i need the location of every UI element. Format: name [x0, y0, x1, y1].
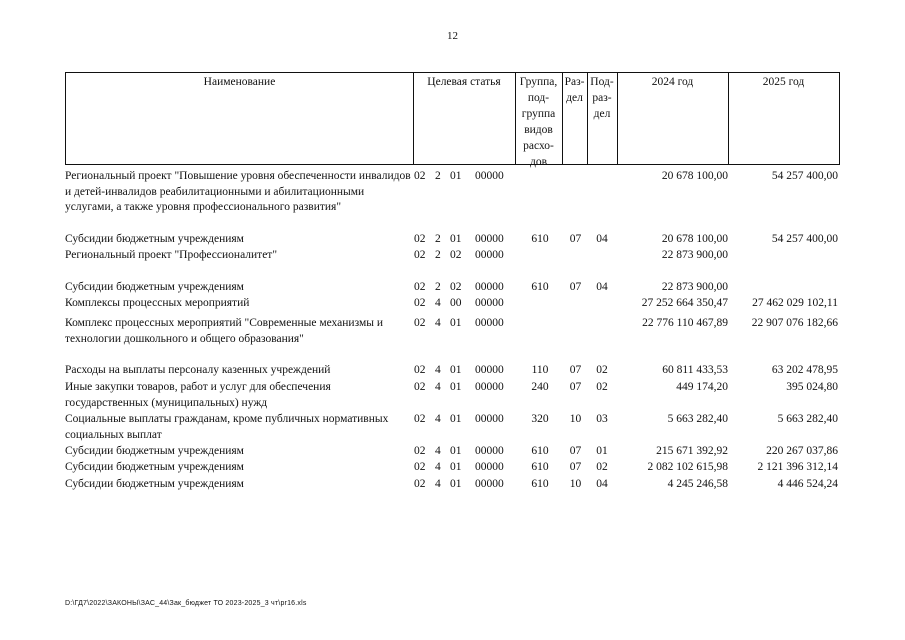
expense-group: 240 — [531, 381, 549, 393]
target-article-subprogram: 2 — [435, 249, 441, 261]
expense-group: 320 — [531, 413, 549, 425]
target-article-direction: 00000 — [475, 478, 504, 490]
row-name: Социальные выплаты гражданам, кроме публичных нормативных социальных выплат — [65, 413, 389, 441]
header-group-line: видов — [524, 124, 553, 136]
amount-2024: 20 678 100,00 — [661, 170, 728, 182]
amount-2025: 22 907 076 182,66 — [751, 317, 838, 329]
subsection-code: 02 — [596, 461, 608, 473]
amount-2024: 60 811 433,53 — [662, 364, 728, 376]
target-article-subprogram: 4 — [435, 445, 441, 457]
row-name: Комплексы процессных мероприятий — [65, 297, 250, 309]
header-year-2024: 2024 год — [651, 76, 694, 88]
subsection-code: 01 — [596, 445, 608, 457]
file-path: D:\ГД7\2022\ЗАКОНЫ\ЗАС_44\Зак_бюджет ТО 2023-2025_3 чт\pr16.xls — [65, 600, 307, 607]
header-group-line: расхо- — [523, 140, 554, 152]
target-article-program: 02 — [414, 297, 426, 309]
header-section-line: Раз- — [564, 76, 585, 88]
target-article-element: 01 — [450, 317, 462, 329]
target-article-program: 02 — [414, 478, 426, 490]
target-article-subprogram: 2 — [435, 233, 441, 245]
amount-2025: 4 446 524,24 — [777, 478, 838, 490]
target-article-program: 02 — [414, 461, 426, 473]
amount-2025: 54 257 400,00 — [771, 233, 838, 245]
page-number: 12 — [447, 30, 458, 42]
amount-2025: 27 462 029 102,11 — [752, 297, 838, 309]
expense-group: 610 — [531, 281, 549, 293]
target-article-direction: 00000 — [475, 461, 504, 473]
target-article-program: 02 — [414, 364, 426, 376]
target-article-program: 02 — [414, 170, 426, 182]
target-article-element: 00 — [450, 297, 462, 309]
header-year-2025: 2025 год — [762, 76, 805, 88]
target-article-program: 02 — [414, 445, 426, 457]
target-article-subprogram: 4 — [435, 317, 441, 329]
target-article-subprogram: 4 — [435, 461, 441, 473]
target-article-program: 02 — [414, 249, 426, 261]
target-article-direction: 00000 — [475, 413, 504, 425]
header-subsection-line: раз- — [592, 92, 612, 104]
amount-2025: 5 663 282,40 — [777, 413, 838, 425]
header-subsection-line: дел — [593, 108, 611, 120]
amount-2024: 215 671 392,92 — [656, 445, 728, 457]
row-name: Субсидии бюджетным учреждениям — [65, 478, 244, 490]
target-article-element: 01 — [450, 170, 462, 182]
amount-2024: 20 678 100,00 — [661, 233, 728, 245]
target-article-element: 01 — [450, 364, 462, 376]
amount-2025: 54 257 400,00 — [771, 170, 838, 182]
row-name: Субсидии бюджетным учреждениям — [65, 281, 244, 293]
header-target-article: Целевая статья — [427, 76, 501, 88]
header-subsection-line: Под- — [590, 76, 614, 88]
subsection-code: 02 — [596, 364, 608, 376]
amount-2024: 2 082 102 615,98 — [647, 461, 728, 473]
expense-group: 610 — [531, 233, 549, 245]
target-article-element: 01 — [450, 413, 462, 425]
row-name: Комплекс процессных мероприятий "Современные механизмы и технологии дошкольного и общего образования" — [65, 317, 383, 345]
amount-2024: 4 245 246,58 — [667, 478, 728, 490]
subsection-code: 04 — [596, 478, 608, 490]
target-article-direction: 00000 — [475, 281, 504, 293]
target-article-direction: 00000 — [475, 297, 504, 309]
target-article-subprogram: 4 — [435, 297, 441, 309]
subsection-code: 04 — [596, 281, 608, 293]
header-section — [562, 74, 587, 106]
target-article-subprogram: 4 — [435, 364, 441, 376]
section-code: 07 — [569, 364, 582, 376]
target-article-direction: 00000 — [475, 249, 504, 261]
target-article-program: 02 — [414, 317, 426, 329]
expense-group: 110 — [531, 364, 549, 376]
amount-2024: 27 252 664 350,47 — [641, 297, 728, 309]
row-name: Субсидии бюджетным учреждениям — [65, 445, 244, 457]
target-article-element: 01 — [450, 233, 462, 245]
target-article-program: 02 — [414, 381, 426, 393]
target-article-direction: 00000 — [475, 170, 504, 182]
section-code: 07 — [569, 445, 582, 457]
header-group-line: под- — [527, 92, 550, 104]
section-code: 10 — [569, 413, 582, 425]
section-code: 07 — [569, 461, 582, 473]
row-name: Субсидии бюджетным учреждениям — [65, 233, 244, 245]
header-subsection — [587, 74, 617, 122]
subsection-code: 03 — [596, 413, 608, 425]
expense-group: 610 — [531, 461, 549, 473]
amount-2024: 449 174,20 — [676, 381, 728, 393]
header-name: Наименование — [203, 76, 276, 88]
target-article-program: 02 — [414, 233, 426, 245]
target-article-direction: 00000 — [475, 381, 504, 393]
expense-group: 610 — [531, 478, 549, 490]
target-article-direction: 00000 — [475, 233, 504, 245]
header-group-line: дов — [529, 156, 548, 168]
target-article-direction: 00000 — [475, 317, 504, 329]
row-name: Региональный проект "Повышение уровня обеспеченности инвалидов и детей-инвалидов реабилитационными и абилитационными услугами, а также уровня профессионального развития" — [65, 170, 411, 213]
target-article-element: 01 — [450, 478, 462, 490]
target-article-program: 02 — [414, 413, 426, 425]
target-article-subprogram: 2 — [435, 281, 441, 293]
amount-2024: 22 776 110 467,89 — [642, 317, 728, 329]
row-name: Расходы на выплаты персоналу казенных учреждений — [65, 364, 331, 376]
expense-group: 610 — [531, 445, 549, 457]
section-code: 10 — [569, 478, 582, 490]
target-article-element: 01 — [450, 445, 462, 457]
amount-2025: 395 024,80 — [786, 381, 838, 393]
target-article-direction: 00000 — [475, 445, 504, 457]
header-group — [515, 74, 562, 170]
target-article-subprogram: 2 — [435, 170, 441, 182]
section-code: 07 — [569, 233, 582, 245]
amount-2024: 22 873 900,00 — [661, 281, 728, 293]
target-article-direction: 00000 — [475, 364, 504, 376]
target-article-subprogram: 4 — [435, 413, 441, 425]
subsection-code: 04 — [596, 233, 608, 245]
target-article-element: 02 — [450, 281, 462, 293]
target-article-program: 02 — [414, 281, 426, 293]
target-article-element: 01 — [450, 461, 462, 473]
header-group-line: Группа, — [519, 76, 558, 88]
amount-2025: 220 267 037,86 — [766, 445, 838, 457]
section-code: 07 — [569, 381, 582, 393]
header-group-line: группа — [521, 108, 556, 120]
amount-2025: 63 202 478,95 — [771, 364, 838, 376]
target-article-subprogram: 4 — [435, 478, 441, 490]
header-section-line: дел — [566, 92, 583, 104]
amount-2025: 2 121 396 312,14 — [757, 461, 838, 473]
target-article-element: 02 — [450, 249, 462, 261]
subsection-code: 02 — [596, 381, 608, 393]
row-name: Субсидии бюджетным учреждениям — [65, 461, 244, 473]
table-header — [65, 72, 840, 168]
target-article-subprogram: 4 — [435, 381, 441, 393]
row-name: Региональный проект "Профессионалитет" — [65, 249, 278, 261]
amount-2024: 22 873 900,00 — [661, 249, 728, 261]
row-name: Иные закупки товаров, работ и услуг для обеспечения государственных (муниципальных) нужд — [65, 381, 331, 409]
amount-2024: 5 663 282,40 — [667, 413, 728, 425]
section-code: 07 — [569, 281, 582, 293]
target-article-element: 01 — [450, 381, 462, 393]
